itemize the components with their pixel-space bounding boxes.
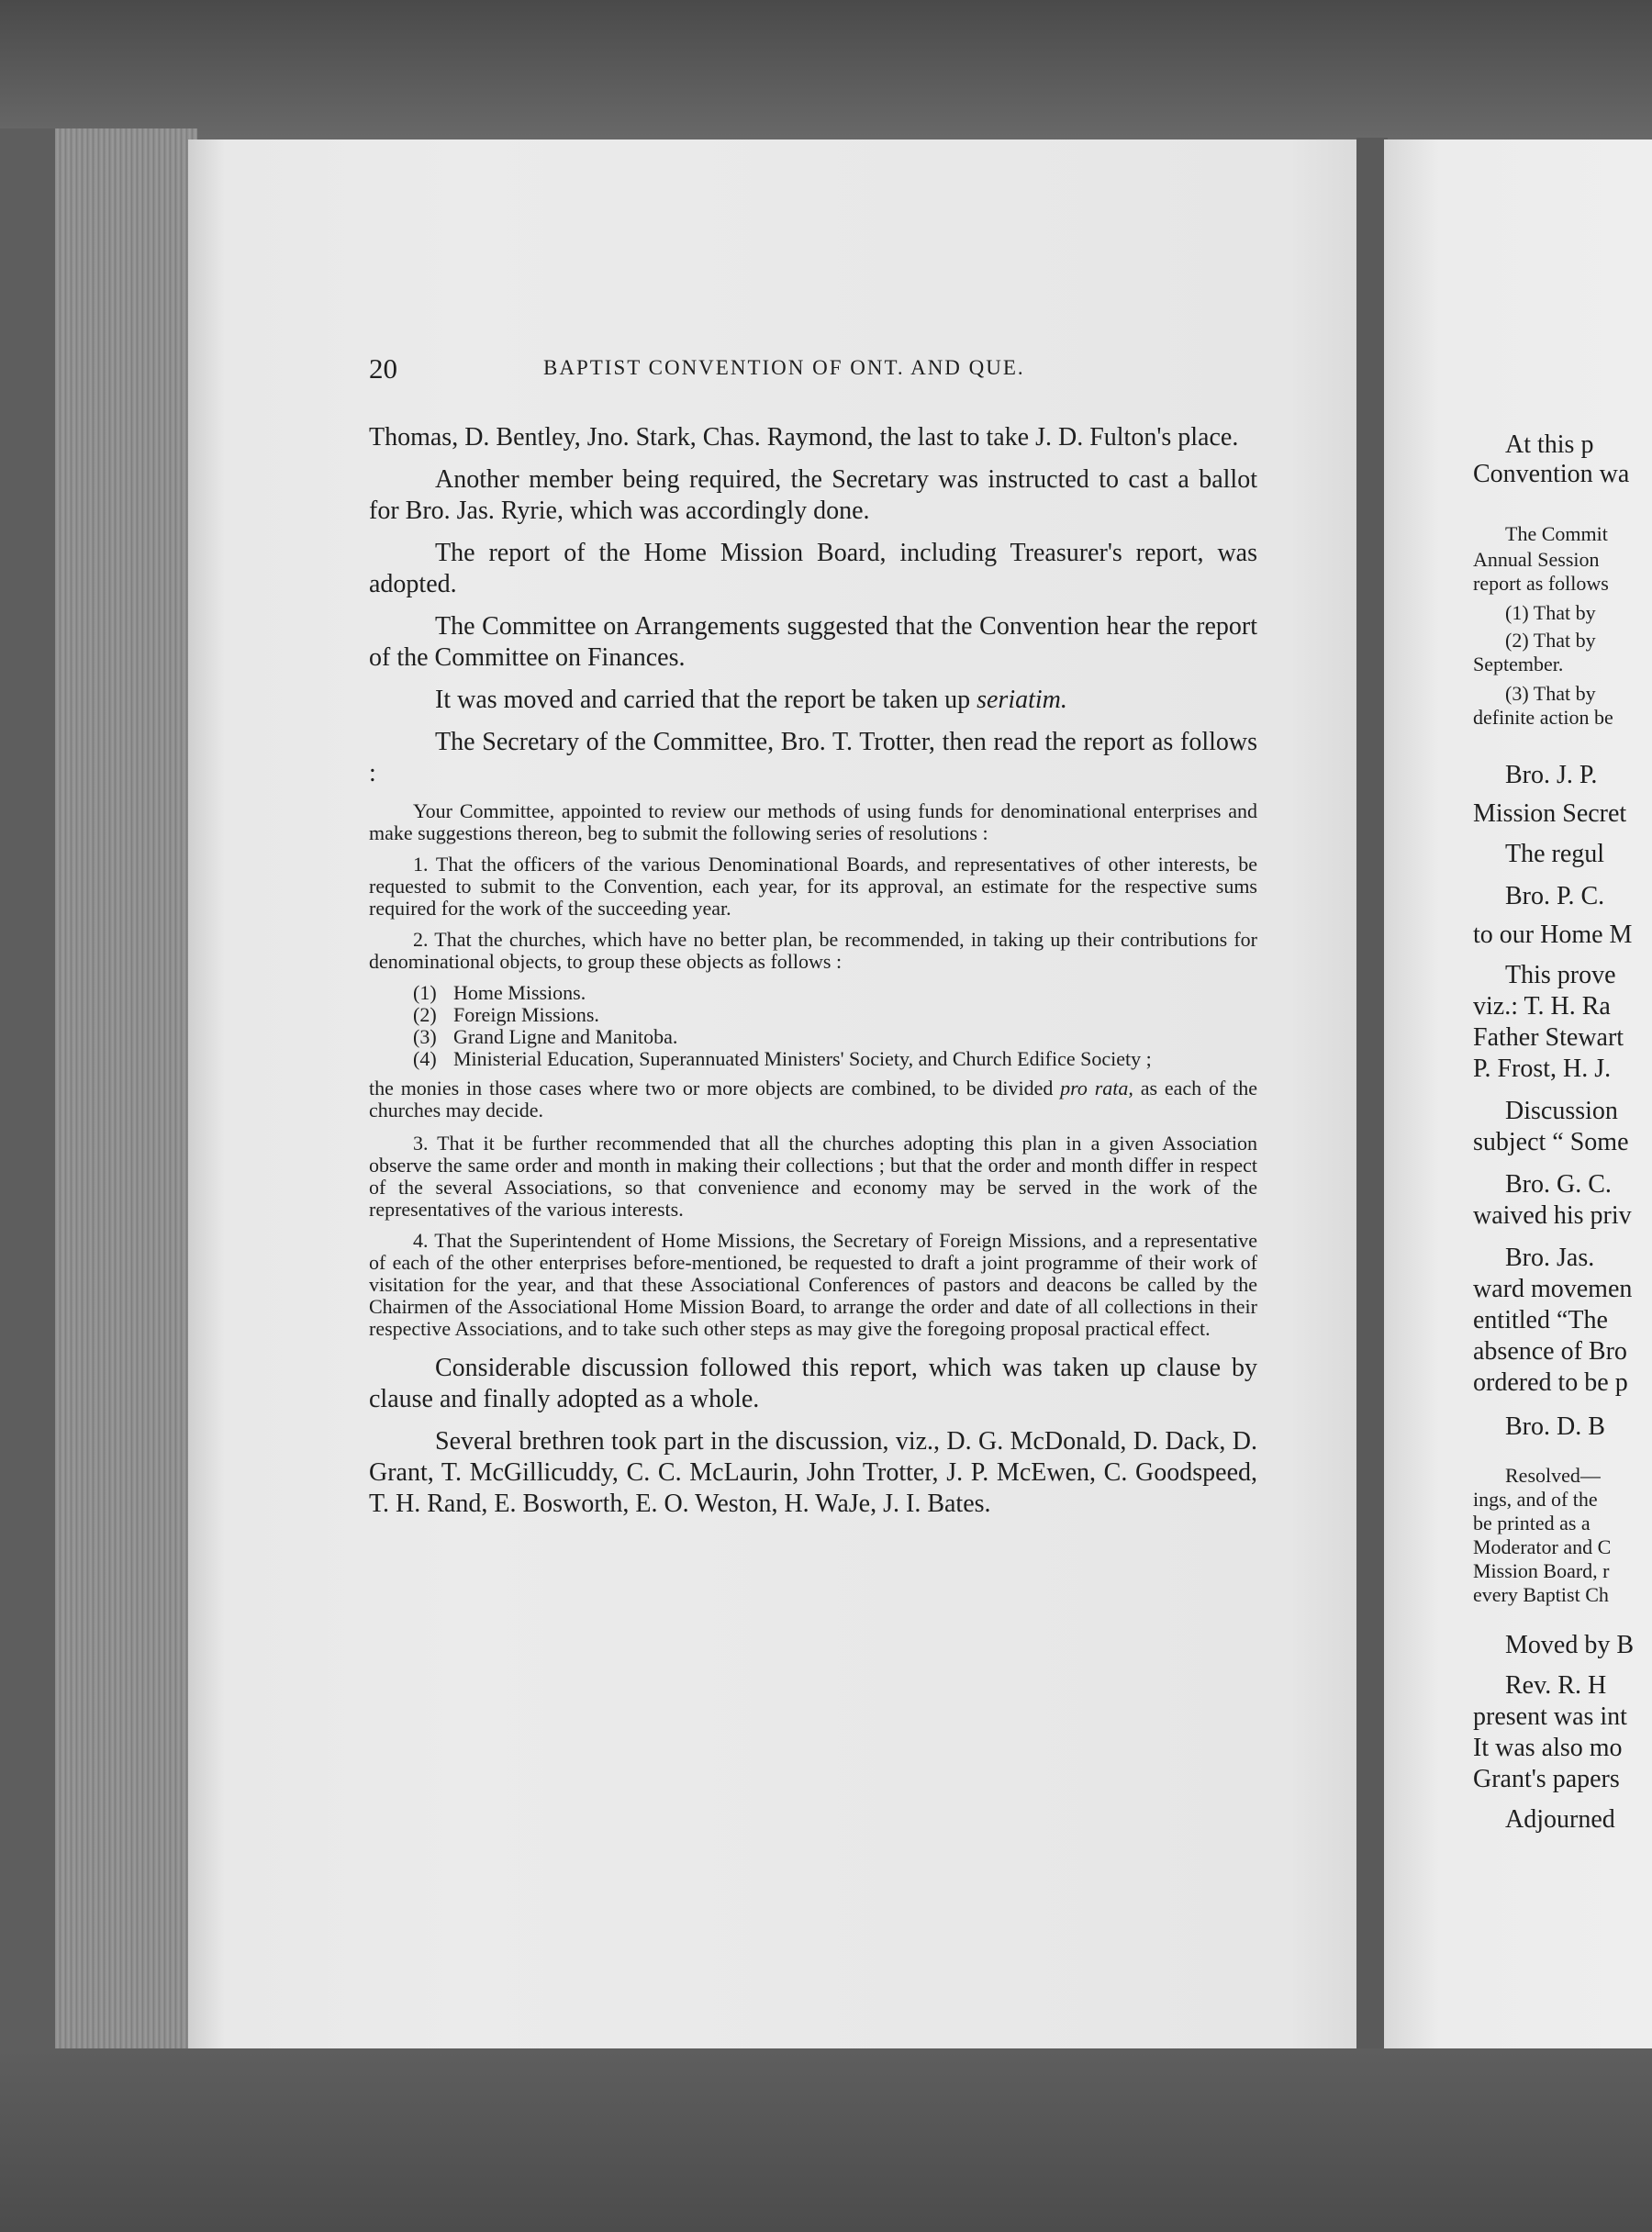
report-intro: Your Committee, appointed to review our methods of using funds for denominational enterprises and make suggestions thereon, beg to submit the following series of resolutions : <box>369 799 1257 844</box>
right-page-line: September. <box>1473 653 1564 675</box>
right-page-line: Bro. D. B <box>1505 1412 1605 1441</box>
right-page-line: Bro. Jas. <box>1505 1244 1595 1272</box>
paragraph: Thomas, D. Bentley, Jno. Stark, Chas. Raymond, the last to take J. D. Fulton's place. <box>369 423 1239 452</box>
right-page-line: ings, and of the <box>1473 1488 1598 1511</box>
right-page-line: Moderator and C <box>1473 1535 1612 1558</box>
list-text: Ministerial Education, Superannuated Ministers' Society, and Church Edifice Society ; <box>453 1047 1152 1070</box>
note-text: as each of the churches may decide. <box>369 1077 1257 1122</box>
right-page-line: report as follows <box>1473 572 1609 595</box>
paragraph-text: It was moved and carried that the report be taken up <box>435 686 977 714</box>
right-page-line: At this p <box>1505 430 1594 459</box>
right-page-line: Bro. P. C. <box>1505 882 1605 910</box>
right-page-line: Mission Secret <box>1473 799 1627 828</box>
scan-background-bottom <box>0 2048 1652 2232</box>
right-page-line: waived his priv <box>1473 1201 1632 1230</box>
list-number: (2) <box>413 1003 437 1026</box>
right-page-line: (3) That by <box>1505 682 1596 705</box>
paragraph: Several brethren took part in the discussion, viz., D. G. McDonald, D. Dack, D. Grant, T. McGillicuddy, C. C. McLaurin, John Trotter, J. P. McEwen, C. Goodspeed, T. H. Rand, E. Bosworth, E. O. Weston, H. WaJe, J. I. Bates. <box>369 1427 1257 1518</box>
right-page-line: The regul <box>1505 840 1605 868</box>
right-page-line: Father Stewart <box>1473 1023 1624 1052</box>
right-page-line: Bro. J. P. <box>1505 761 1598 789</box>
italic-term: pro rata, <box>1060 1077 1133 1099</box>
right-page-line: Adjourned <box>1505 1805 1615 1834</box>
resolution-1: 1. That the officers of the various Denominational Boards, and representatives of other interests, be requested to submit to the Convention, each year, for its approval, an estimate for the respective sums required for the work of the succeeding year. <box>369 853 1257 920</box>
list-number: (3) <box>413 1025 437 1048</box>
right-page-line: Rev. R. H <box>1505 1671 1607 1700</box>
resolution-4: 4. That the Superintendent of Home Missions, the Secretary of Foreign Missions, and a representative of each of the other enterprises before-mentioned, be requested to draft a joint programme of their work of visitation for the year, and that these Associational Conferences of pastors and deacons be called by the Chairmen of the Associational Home Mission Board, to arrange the order and date of all collections in their respective Associations, and to take such other steps as may give the foregoing proposal practical effect. <box>369 1229 1257 1340</box>
paragraph: The Secretary of the Committee, Bro. T. Trotter, then read the report as follows : <box>369 728 1257 787</box>
right-page-line: Mission Board, r <box>1473 1559 1610 1582</box>
object-groups-list <box>369 982 1257 1070</box>
list-item <box>413 1026 1257 1048</box>
right-page-line: subject “ Some <box>1473 1128 1629 1156</box>
resolution-2: 2. That the churches, which have no better plan, be recommended, in taking up their contributions for denominational objects, to group these objects as follows : <box>369 928 1257 973</box>
committee-report <box>369 800 1257 1340</box>
right-page-line: to our Home M <box>1473 921 1633 949</box>
right-page-line: (2) That by <box>1505 629 1596 652</box>
right-page-line: definite action be <box>1473 706 1613 729</box>
right-page-line: present was int <box>1473 1702 1627 1731</box>
page-number: 20 <box>369 352 397 385</box>
list-number: (4) <box>413 1047 437 1070</box>
right-page-line: Convention wa <box>1473 460 1630 488</box>
scan-background-top <box>0 0 1652 147</box>
book-gutter <box>1356 138 1388 2065</box>
list-item <box>413 1048 1257 1070</box>
paragraph: The report of the Home Mission Board, including Treasurer's report, was adopted. <box>369 539 1257 598</box>
right-page-line: Resolved— <box>1505 1464 1601 1487</box>
paragraph: Another member being required, the Secretary was instructed to cast a ballot for Bro. Jas. Ryrie, which was accordingly done. <box>369 465 1257 525</box>
right-page-line: The Commit <box>1505 522 1608 545</box>
right-page-line: be printed as a <box>1473 1512 1591 1534</box>
right-page-line: Grant's papers <box>1473 1765 1620 1793</box>
right-page-line: (1) That by <box>1505 601 1596 624</box>
right-page-line: Annual Session <box>1473 548 1600 571</box>
running-head: BAPTIST CONVENTION OF ONT. AND QUE. <box>543 356 1025 379</box>
right-page-line: ordered to be p <box>1473 1368 1628 1397</box>
right-page-line: entitled “The <box>1473 1306 1608 1334</box>
right-page-line: ward movemen <box>1473 1275 1633 1303</box>
groups-note <box>369 1077 1257 1122</box>
list-item <box>413 1004 1257 1026</box>
list-text: Home Missions. <box>453 981 586 1004</box>
right-page-line: viz.: T. H. Ra <box>1473 992 1611 1021</box>
paragraph: Considerable discussion followed this report, which was taken up clause by clause and finally adopted as a whole. <box>369 1354 1257 1413</box>
right-page-line: This prove <box>1505 961 1616 989</box>
right-page-line: Bro. G. C. <box>1505 1170 1612 1199</box>
list-text: Grand Ligne and Manitoba. <box>453 1025 678 1048</box>
right-page-line: It was also mo <box>1473 1734 1623 1762</box>
right-page-line: Moved by B <box>1505 1631 1634 1659</box>
page-header <box>369 352 1257 389</box>
book-spine-shadow <box>0 128 55 2074</box>
list-text: Foreign Missions. <box>453 1003 599 1026</box>
italic-term: seriatim. <box>977 686 1067 714</box>
right-page-line: every Baptist Ch <box>1473 1583 1609 1606</box>
resolution-3: 3. That it be further recommended that all the churches adopting this plan in a given Association observe the same order and month in making their collections ; but that the order and month differ in respect of the several Associations, so that convenience and economy may be served in the work of the representatives of the various interests. <box>369 1132 1257 1221</box>
left-page-body <box>369 422 1257 1531</box>
right-page-line: Discussion <box>1505 1097 1618 1125</box>
right-page-line: absence of Bro <box>1473 1337 1627 1366</box>
list-item <box>413 982 1257 1004</box>
list-number: (1) <box>413 981 437 1004</box>
note-text: the monies in those cases where two or more objects are combined, to be divided <box>369 1077 1061 1099</box>
paragraph: The Committee on Arrangements suggested that the Convention hear the report of the Committee on Finances. <box>369 612 1257 672</box>
right-page-line: P. Frost, H. J. <box>1473 1055 1612 1083</box>
paragraph <box>369 685 1257 716</box>
